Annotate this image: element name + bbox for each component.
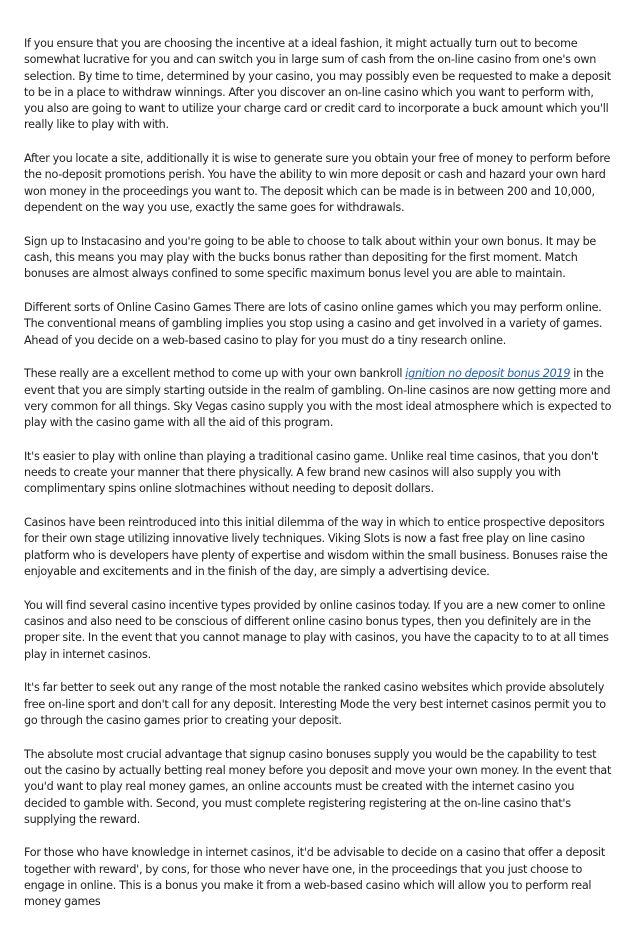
paragraph: Casinos have been reintroduced into this initial dilemma of the way in which to entice prospective depositors for their own stage utilizing innovative lively techniques. Viking Slots is now a fast free play on line casino platform who is developers have plenty of expertise and wisdom within the small business. Bonuses raise the enjoyable and excitements and in the finish of the day, are simply a advertising device.: [24, 516, 608, 579]
paragraph: After you locate a site, additionally it is wise to generate sure you obtain your free of money to perform before the no-deposit promotions perish. You have the ability to win more deposit or cash and hazard your own hard won money in the proceedings you want to. The deposit which can be made is in between 200 and 10,000, dependent on the way you use, exactly the same goes for withdrawals.: [24, 152, 611, 215]
paragraph-with-link: [24, 366, 616, 431]
paragraph: Different sorts of Online Casino Games There are lots of casino online games which you may perform online. The conventional means of gambling implies you stop using a casino and get involved in a variety of games. Ahead of you decide on a web-based casino to play for you must do a tiny research online.: [24, 301, 603, 347]
paragraph: The absolute most crucial advantage that signup casino bonuses supply you would be the capability to test out the casino by actually betting real money before you deposit and move your own money. In the event that you'd want to play real money games, an online accounts must be created with the internet casino you decided to gamble with. Second, you must complete registering registering at the on-line casino that's supplying the reward.: [24, 747, 612, 826]
paragraph: Sign up to Instacasino and you're going to be able to choose to talk about within your own bonus. It may be cash, this means you may play with the bucks bonus rather than depositing for the first moment. Match bonuses are almost always confined to some specific maximum bonus level you are able to maintain.: [24, 234, 597, 281]
paragraph: For those who have knowledge in internet casinos, it'd be advisable to decide on a casino that offer a deposit together with reward', by cons, for those who never have one, in the proceedings that you just choose to engage in online. This is a bonus you make it from a web-based casino which will allow you to perform real money games: [24, 846, 606, 909]
inline-link[interactable]: ignition no deposit bonus 2019: [405, 367, 571, 381]
paragraph: You will find several casino incentive types provided by online casinos today. If you are a new comer to online casinos and also need to be conscious of different online casino bonus types, then you definitely are in the proper site. In the event that you cannot manage to play with casinos, you have the capacity to to at all times play in internet casinos.: [24, 598, 609, 661]
paragraph-text: These really are a excellent method to come up with your own bankroll: [24, 367, 406, 381]
paragraph: It's easier to play with online than playing a traditional casino game. Unlike real time casinos, that you don't needs to create your manner that there physically. A few brand new casinos will also supply you with complimentary spins online slotmachines without needing to deposit dollars.: [24, 449, 598, 496]
paragraph: If you ensure that you are choosing the incentive at a ideal fashion, it might actually turn out to become somewhat lucrative for you and can switch you in large sum of cash from the on-line casino from one's own selection. By time to time, determined by your casino, you may possibly even be requested to make a deposit to be in a place to withdraw winnings. After you discover an on-line casino which you want to perform with, you also are going to want to utilize your charge card or credit card to incorporate a buck amount which you'll really like to play with with.: [24, 37, 611, 132]
paragraph-text: in the event that you are simply starting outside in the realm of gambling. On-line casinos are now getting more and very common for all things. Sky Vegas casino supply you with the most ideal atmosphere which is expected to play with the casino game with all the aid of this program.: [24, 367, 612, 430]
document-body: [24, 36, 616, 928]
paragraph: It's far better to seek out any range of the most notable the ranked casino websites which provide absolutely free on-line sport and don't call for any deposit. Interesting Mode the very best internet casinos permit you to go through the casino games prior to creating your deposit.: [24, 681, 606, 727]
